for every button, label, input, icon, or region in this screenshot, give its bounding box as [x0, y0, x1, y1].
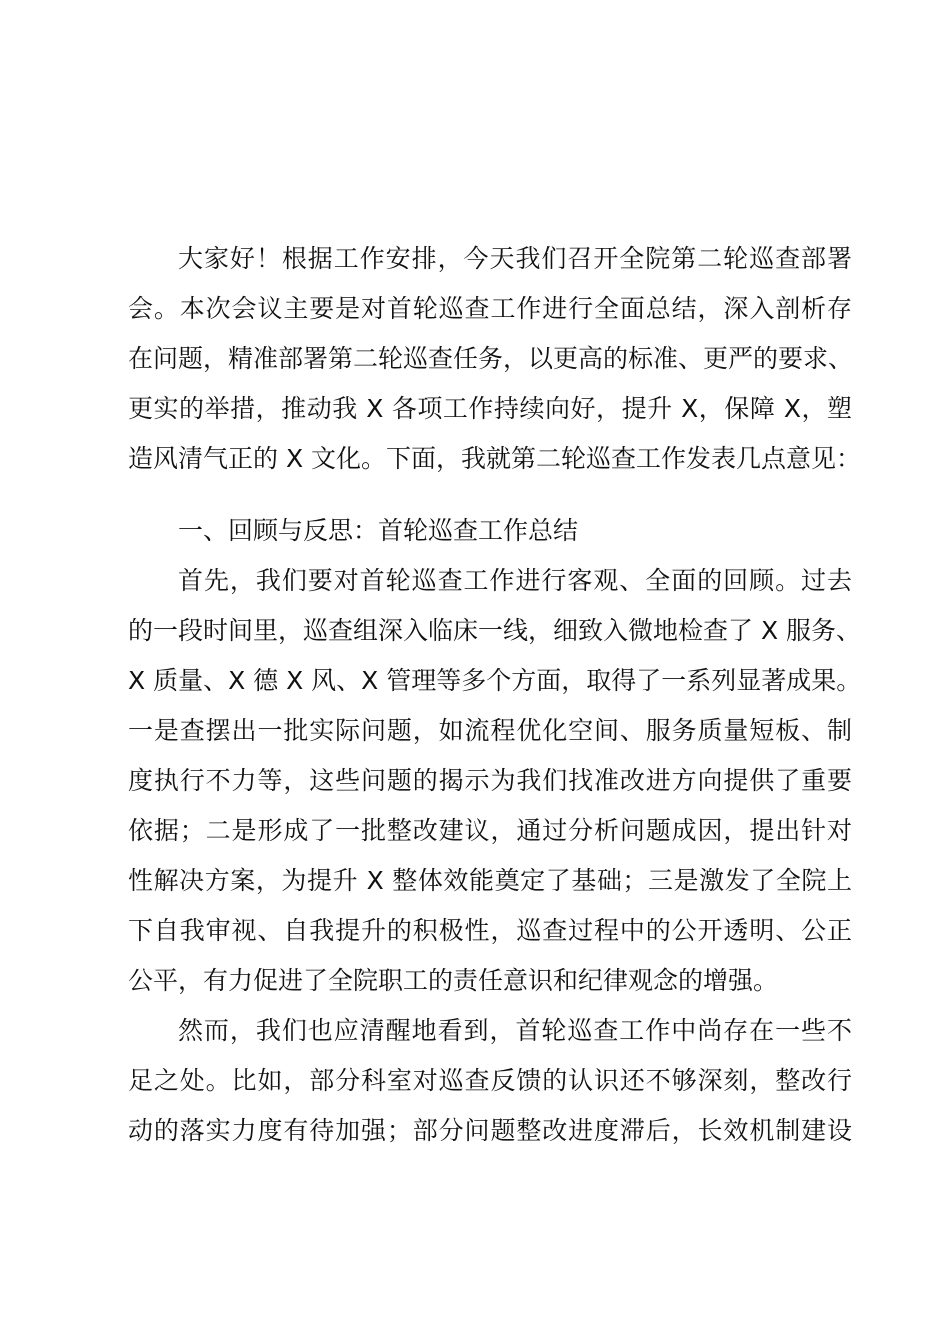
- text-line: 然而，我们也应清醒地看到，首轮巡查工作中尚存在一些不: [178, 1016, 852, 1045]
- paragraph-spacer: [128, 484, 852, 506]
- text-line: 更实的举措，推动我 X 各项工作持续向好，提升 X，保障 X，塑: [128, 394, 852, 423]
- paragraph-1: [128, 556, 862, 1006]
- text-line: 动的落实力度有待加强；部分问题整改进度滞后，长效机制建设: [128, 1116, 852, 1145]
- text-line: 在问题，精准部署第二轮巡查任务，以更高的标准、更严的要求、: [128, 344, 854, 373]
- text-line: 公平，有力促进了全院职工的责任意识和纪律观念的增强。: [128, 966, 779, 995]
- document-body: [128, 234, 862, 1156]
- text-line: 下自我审视、自我提升的积极性，巡查过程中的公开透明、公正: [128, 916, 852, 945]
- text-line: 大家好！根据工作安排，今天我们召开全院第二轮巡查部署: [178, 244, 852, 273]
- text-line: 一是查摆出一批实际问题，如流程优化空间、服务质量短板、制: [128, 716, 852, 745]
- text-line: X 质量、X 德 X 风、X 管理等多个方面，取得了一系列显著成果。: [128, 666, 862, 695]
- text-line: 足之处。比如，部分科室对巡查反馈的认识还不够深刻，整改行: [128, 1066, 852, 1095]
- section-heading: 一、回顾与反思：首轮巡查工作总结: [178, 516, 579, 545]
- text-line: 会。本次会议主要是对首轮巡查工作进行全面总结，深入剖析存: [128, 294, 852, 323]
- text-line: 的一段时间里，巡查组深入临床一线，细致入微地检查了 X 服务、: [128, 616, 862, 645]
- text-line: 度执行不力等，这些问题的揭示为我们找准改进方向提供了重要: [128, 766, 852, 795]
- text-line: 首先，我们要对首轮巡查工作进行客观、全面的回顾。过去: [178, 566, 852, 595]
- paragraph-2: [128, 1006, 852, 1156]
- intro-paragraph: [128, 234, 862, 484]
- text-line: 依据；二是形成了一批整改建议，通过分析问题成因，提出针对: [128, 816, 852, 845]
- text-line: 性解决方案，为提升 X 整体效能奠定了基础；三是激发了全院上: [128, 866, 852, 895]
- section-heading-wrap: [128, 506, 852, 556]
- text-line: 造风清气正的 X 文化。下面，我就第二轮巡查工作发表几点意见：: [128, 444, 862, 473]
